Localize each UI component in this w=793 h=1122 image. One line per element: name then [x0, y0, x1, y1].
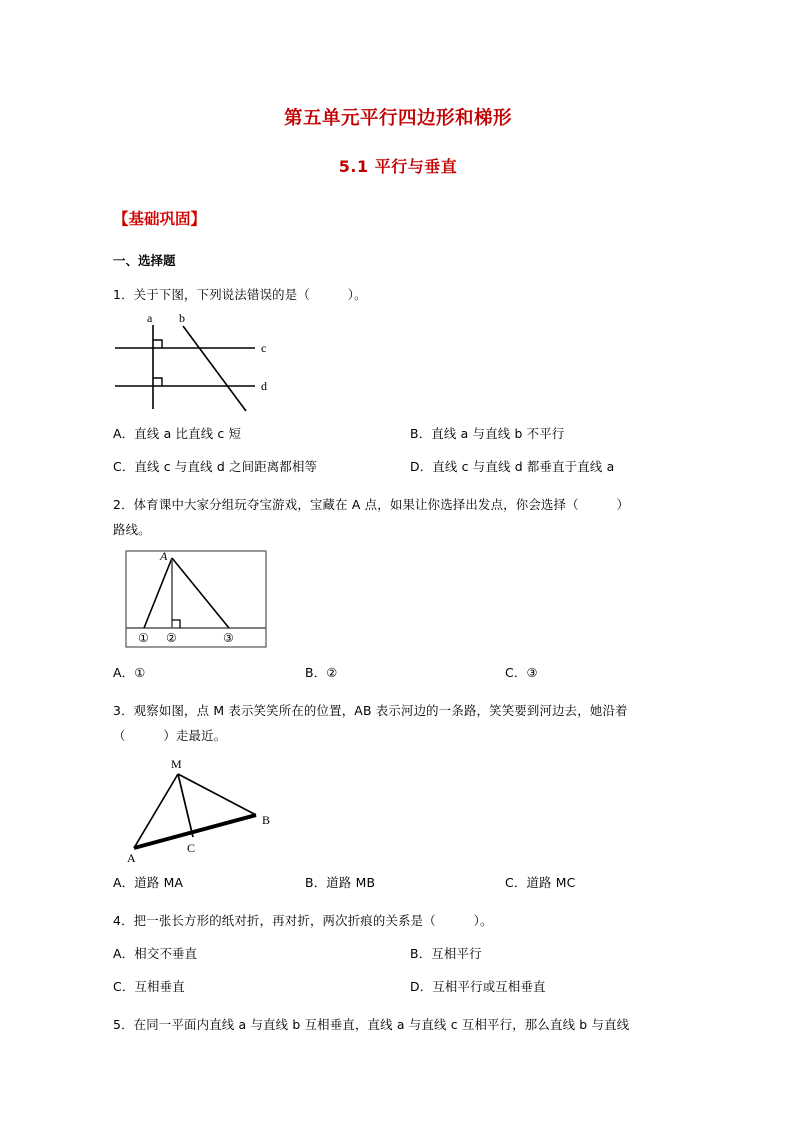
question-2-option-a[interactable]: A．①: [113, 665, 146, 680]
question-3-option-b[interactable]: B．道路 MB: [305, 875, 376, 890]
question-1-options-row-2: [113, 446, 683, 479]
question-1-stem: 1．关于下图，下列说法错误的是（ ）。: [113, 287, 367, 302]
question-2-options-row: [113, 650, 683, 685]
question-3-stem-line-1: 3．观察如图，点 M 表示笑笑所在的位置，AB 表示河边的一条路，笑笑要到河边去，她沿着: [113, 703, 628, 718]
question-2-stem-line-2: 路线。: [113, 522, 151, 537]
question-4-stem: 4．把一张长方形的纸对折，再对折，两次折痕的关系是（ ）。: [113, 913, 493, 928]
question-1-option-c[interactable]: C．直线 c 与直线 d 之间距离都相等: [113, 459, 318, 474]
figure-2-label-route-2: ②: [166, 631, 177, 645]
question-1-figure: [113, 307, 683, 413]
question-3-option-a[interactable]: A．道路 MA: [113, 875, 184, 890]
question-1-options-row-1: [113, 413, 683, 446]
figure-2-label-apex: A: [160, 550, 168, 563]
question-3-stem-line-2: （ ）走最近。: [113, 728, 227, 743]
figure-3-label-b: B: [262, 813, 271, 827]
question-3-options-row: [113, 864, 683, 895]
question-1-option-b[interactable]: B．直线 a 与直线 b 不平行: [410, 426, 565, 441]
document-content: [113, 90, 683, 1037]
figure-1-label-b: b: [179, 313, 185, 325]
figure-3-label-a: A: [127, 851, 136, 864]
question-3-figure: [113, 748, 683, 864]
question-1-option-a[interactable]: A．直线 a 比直线 c 短: [113, 426, 242, 441]
question-2-stem-line-1: 2．体育课中大家分组玩夺宝游戏，宝藏在 A 点，如果让你选择出发点，你会选择（ ）: [113, 497, 630, 512]
question-4-option-c[interactable]: C．互相垂直: [113, 979, 185, 994]
figure-1-label-a: a: [147, 313, 153, 325]
page-title: 第五单元平行四边形和梯形: [283, 108, 512, 129]
page-subtitle: 5.1 平行与垂直: [338, 157, 458, 176]
question-2-option-c[interactable]: C．③: [505, 665, 538, 680]
figure-3-label-c: C: [187, 841, 196, 855]
question-4-option-b[interactable]: B．互相平行: [410, 946, 482, 961]
question-5-stem: 5．在同一平面内直线 a 与直线 b 互相垂直，直线 a 与直线 c 互相平行，那么直线 b 与直线: [113, 1017, 630, 1032]
question-3-option-c[interactable]: C．道路 MC: [505, 875, 576, 890]
question-2-option-b[interactable]: B．②: [305, 665, 338, 680]
question-4-option-a[interactable]: A．相交不垂直: [113, 946, 198, 961]
figure-2-label-route-1: ①: [138, 631, 149, 645]
section-heading: 【基础巩固】: [113, 210, 207, 228]
question-4-options-row-1: [113, 933, 683, 966]
figure-3-label-m: M: [171, 757, 182, 771]
question-4-options-row-2: [113, 966, 683, 999]
part-heading-one: 一、选择题: [113, 253, 176, 268]
question-1-option-d[interactable]: D．直线 c 与直线 d 都垂直于直线 a: [410, 459, 615, 474]
figure-1-label-d: d: [261, 379, 267, 393]
question-2-figure: [113, 542, 683, 650]
question-4-option-d[interactable]: D．互相平行或互相垂直: [410, 979, 546, 994]
figure-1-label-c: c: [261, 341, 267, 355]
figure-2-label-route-3: ③: [223, 631, 234, 645]
